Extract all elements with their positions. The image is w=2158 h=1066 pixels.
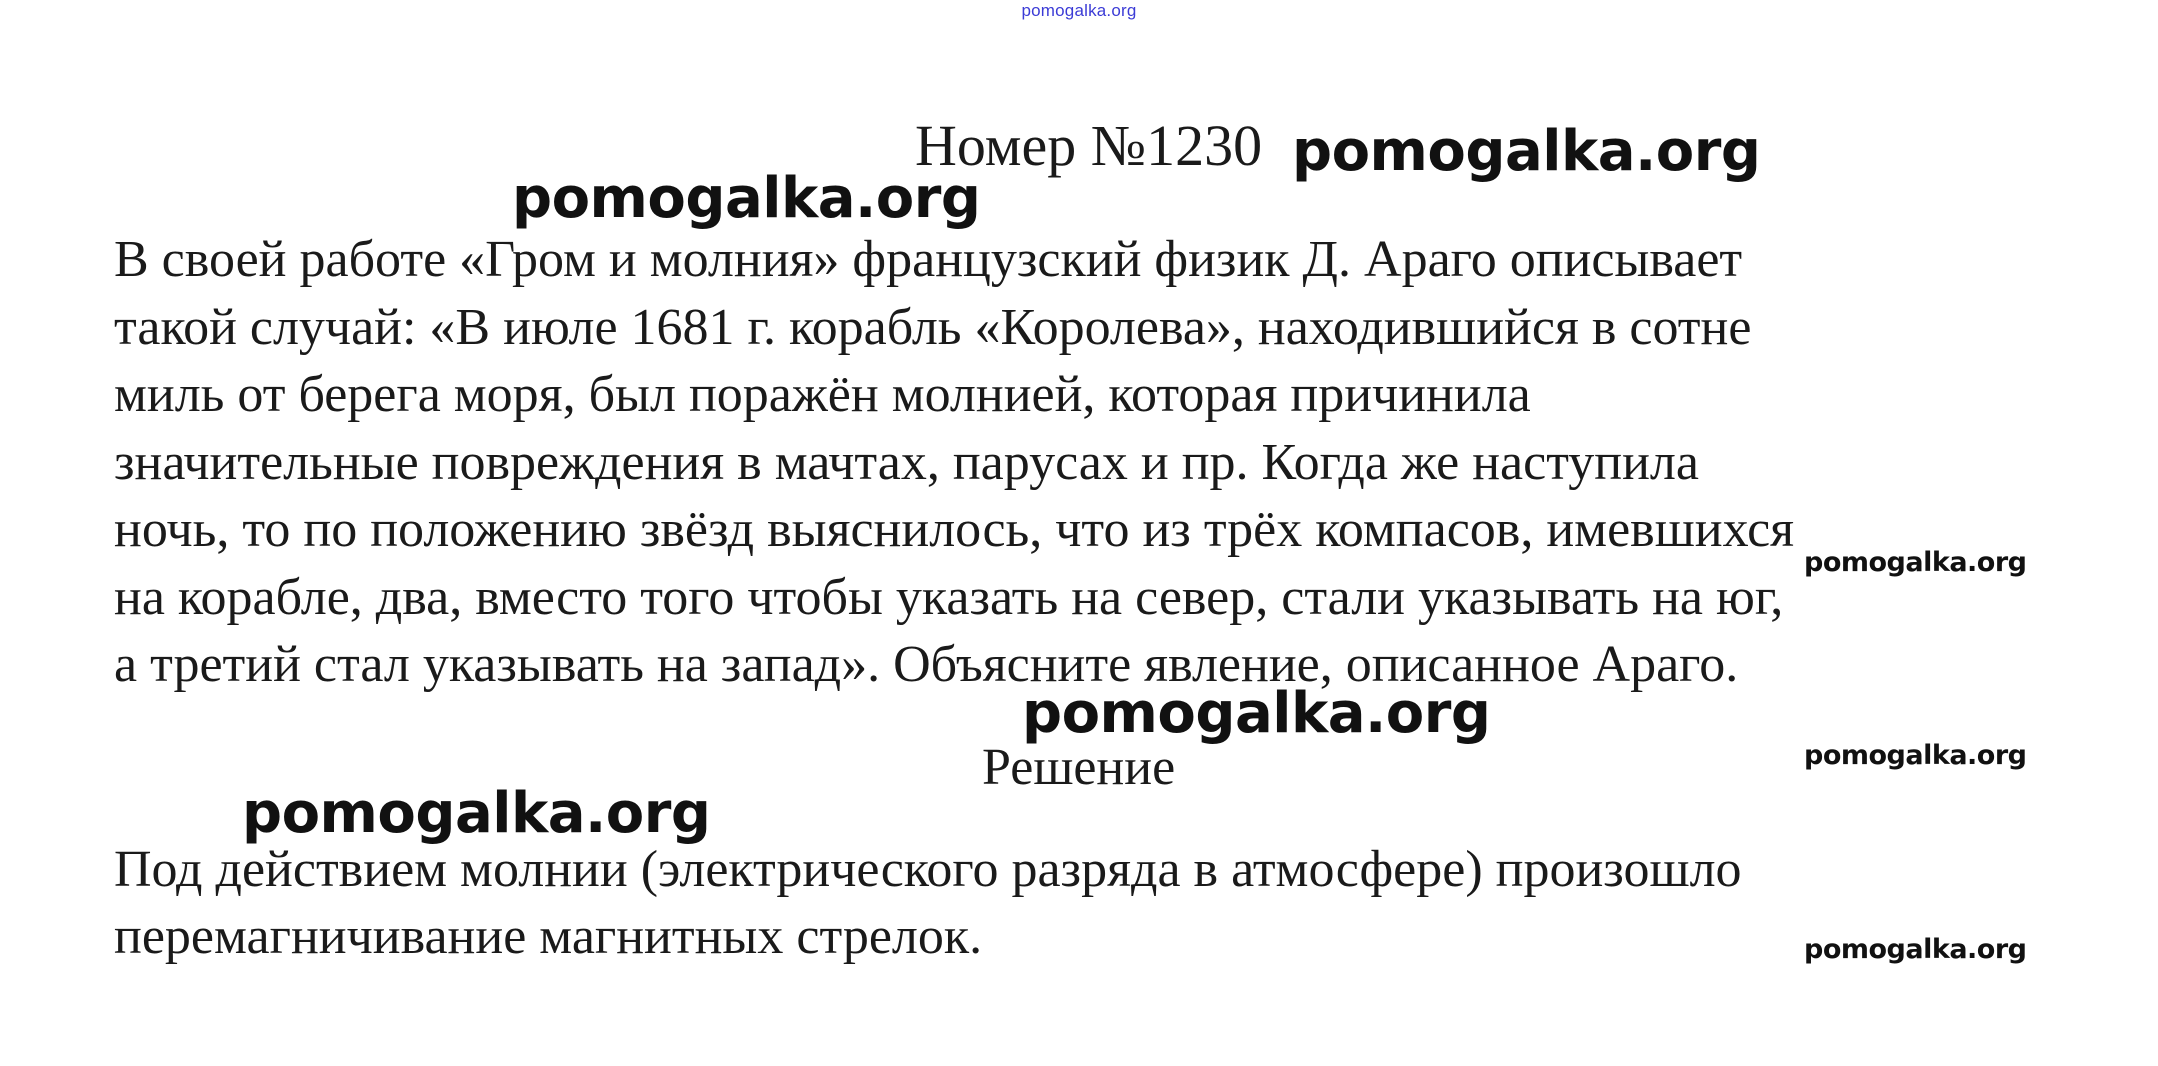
problem-line: ночь, то по положению звёзд выяснилось, что из трёх компасов, имевшихся [114,501,1795,558]
problem-heading: Номер №1230 [915,113,1263,178]
watermark: pomogalka.org [512,166,981,231]
watermark: pomogalka.org [1804,547,2027,578]
problem-line: миль от берега моря, был поражён молнией, которая причинила [114,366,1531,423]
problem-line: на корабле, два, вместо того чтобы указать на север, стали указывать на юг, [114,568,1784,626]
problem-line: а третий стал указывать на запад». Объясните явление, описанное Араго. [114,636,1739,693]
watermark: pomogalka.org [242,781,711,846]
problem-text [114,226,2074,699]
watermark: pomogalka.org [1292,119,1761,184]
solution-text [114,836,2074,970]
solution-line: перемагничивание магнитных стрелок. [114,908,983,965]
source-link[interactable]: pomogalka.org [1021,1,1137,20]
solution-line: Под действием молнии (электрического разряда в атмосфере) произошло [114,841,1742,898]
problem-line: такой случай: «В июле 1681 г. корабль «Королева», находившийся в сотне [114,298,1752,356]
watermark: pomogalka.org [1804,740,2027,771]
watermark: pomogalka.org [1804,934,2027,965]
problem-line: В своей работе «Гром и молния» французский физик Д. Араго описывает [114,231,1743,288]
problem-line: значительные повреждения в мачтах, парусах и пр. Когда же наступила [114,433,1699,491]
solution-heading: Решение [982,739,1176,796]
watermark: pomogalka.org [1022,681,1491,746]
